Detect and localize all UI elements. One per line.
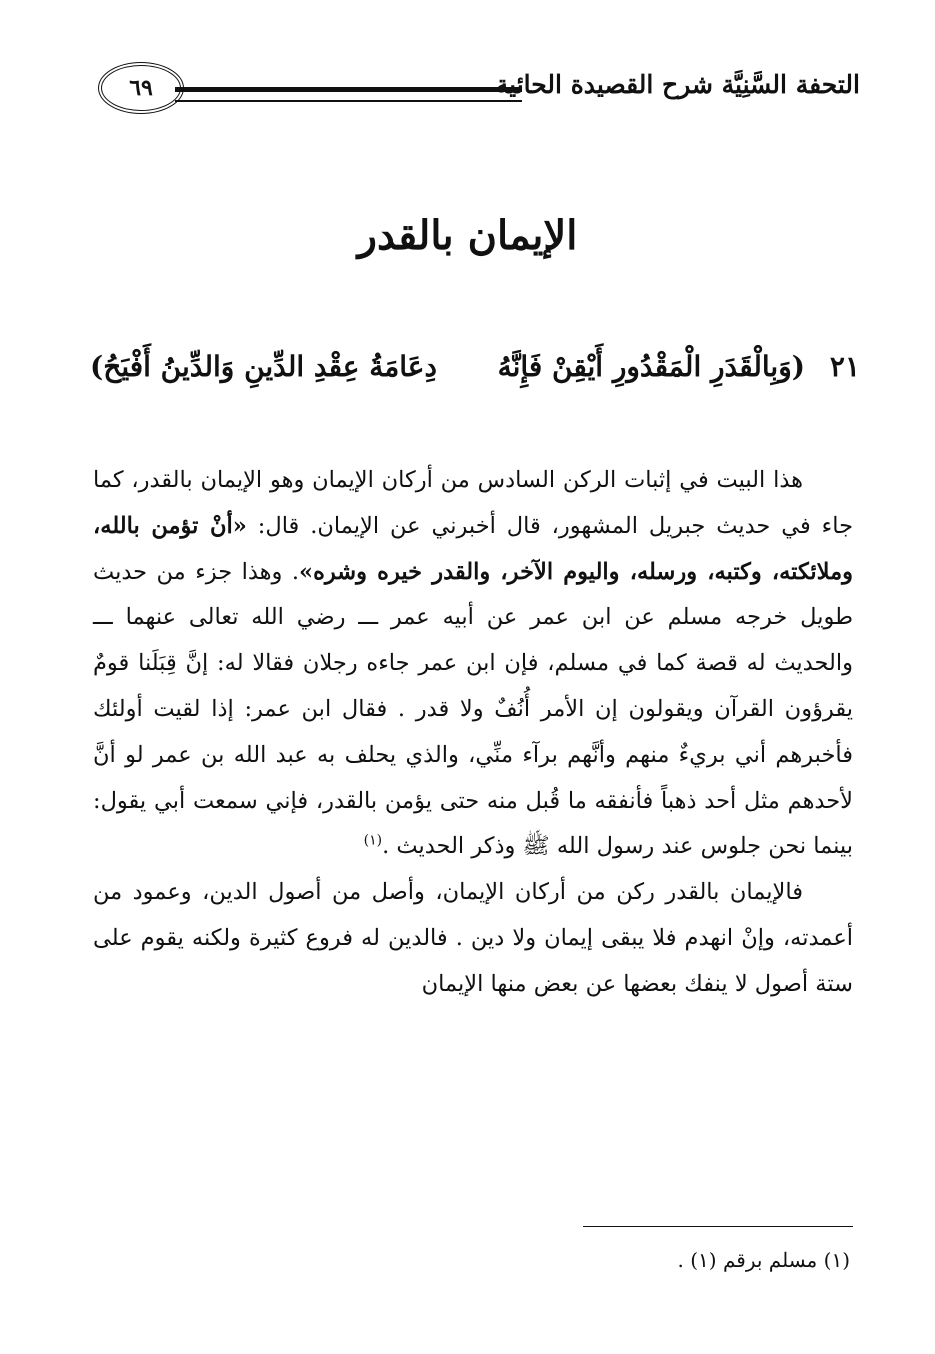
page-number [98,62,184,114]
verse-number: ٢١ [829,350,860,383]
body-text [93,458,853,1008]
paragraph-1-continuation: . وهذا جزء من حديث طويل خرجه مسلم عن ابن عمر عن أبيه عمر ـــ رضي الله تعالى عنهما ـــ والحديث له قصة كما في مسلم، فإن ابن عمر جاءه رجلان فقالا له: إنَّ قِبَلَنا قومٌ يقرؤون القرآن ويقولون إن الأمر أُنُفٌ ولا قدر . فقال ابن عمر: إذا لقيت أولئك فأخبرهم أني بريءٌ منهم وأنَّهم برآء منِّي، والذي يحلف به عبد الله بن عمر لو أنَّ لأحدهم مثل أحد ذهباً فأنفقه ما قُبل منه حتى يؤمن بالقدر، فإني سمعت أبي يقول: بينما نحن جلوس عند رسول الله ﷺ وذكر الحديث . [93,558,853,860]
page-number-text: ٦٩ [129,75,153,101]
paragraph-1-intro: هذا البيت في إثبات الركن السادس من أركان الإيمان وهو الإيمان بالقدر، كما جاء في حديث جبريل المشهور، قال أخبرني عن الإيمان. قال: [93,467,853,539]
paragraph-2: فالإيمان بالقدر ركن من أركان الإيمان، وأصل من أصول الدين، وعمود من أعمدته، وإنْ انهدم فلا يبقى إيمان ولا دين . فالدين له فروع كثيرة ولكنه يقوم على ستة أصول لا ينفك بعضها عن بعض منها الإيمان [93,879,853,997]
footnote-reference[interactable]: (١) [363,832,383,849]
header-rule [175,87,522,102]
chapter-title: الإيمان بالقدر [357,212,578,259]
running-header [90,60,860,130]
footnote: (١) مسلم برقم (١) . [677,1248,850,1272]
verse-second-hemistich: دِعَامَةُ عِقْدِ الدِّينِ وَالدِّينُ أَفْيَحُ) [90,350,437,383]
verse-line [90,345,860,395]
footnote-separator [583,1226,853,1227]
book-title: التحفة السَّنِيَّة شرح القصيدة الحائية [495,70,860,99]
verse-first-hemistich: (وَبِالْقَدَرِ الْمَقْدُورِ أَيْقِنْ فَإِنَّهُ [497,350,805,383]
paragraph-1 [93,458,853,870]
hadith-quote: «أنْ تؤمن بالله، وملائكته، وكتبه، ورسله، واليوم الآخر، والقدر خيره وشره» [93,512,853,585]
